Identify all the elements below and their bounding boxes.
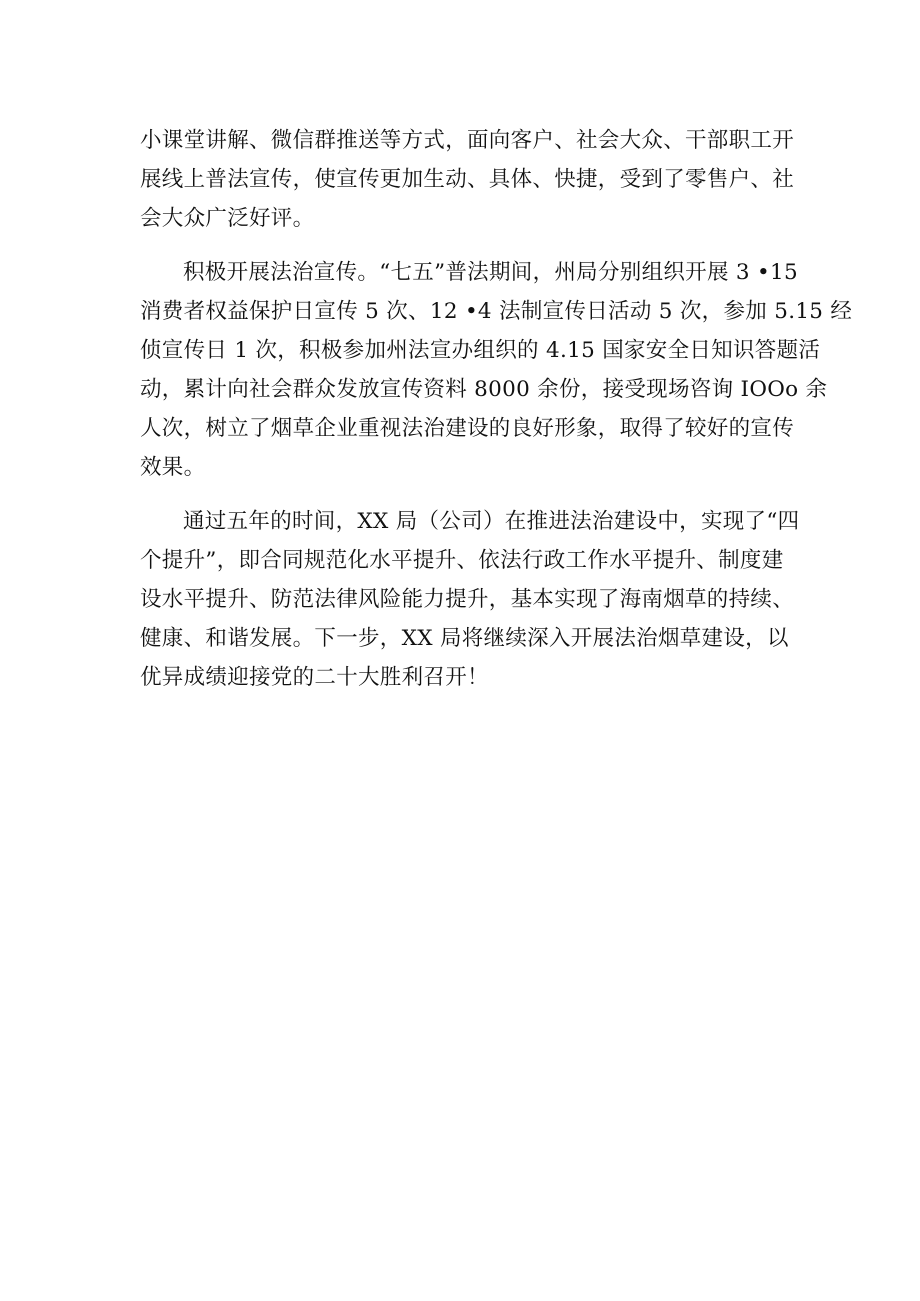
paragraph-line: 设水平提升、防范法律风险能力提升，基本实现了海南烟草的持续、 (140, 587, 795, 612)
paragraph-line: 侦宣传日 1 次，积极参加州法宣办组织的 4.15 国家安全日知识答题活 (140, 338, 821, 363)
paragraph-line: 动，累计向社会群众发放宣传资料 8000 余份，接受现场咨询 IOOo 余 (140, 377, 828, 402)
paragraph-line: 展线上普法宣传，使宣传更加生动、具体、快捷，受到了零售户、社 (140, 167, 795, 192)
paragraph-line: 积极开展法治宣传。“七五”普法期间，州局分别组织开展 3 •15 (183, 260, 798, 285)
paragraph-2 (140, 253, 853, 487)
paragraph-line: 小课堂讲解、微信群推送等方式，面向客户、社会大众、干部职工开 (140, 128, 795, 153)
paragraph-line: 个提升”，即合同规范化水平提升、依法行政工作水平提升、制度建 (140, 548, 784, 573)
paragraph-line: 健康、和谐发展。下一步，XX 局将继续深入开展法治烟草建设，以 (140, 626, 789, 651)
paragraph-line: 人次，树立了烟草企业重视法治建设的良好形象，取得了较好的宣传 (140, 416, 795, 441)
paragraph-line: 优异成绩迎接党的二十大胜利召开！ (140, 665, 489, 690)
paragraph-line: 消费者权益保护日宣传 5 次、12 •4 法制宣传日活动 5 次，参加 5.15 经 (140, 299, 853, 324)
paragraph-line: 会大众广泛好评。 (140, 206, 315, 231)
paragraph-line: 通过五年的时间，XX 局（公司）在推进法治建设中，实现了“四 (183, 509, 800, 534)
paragraph-line: 效果。 (140, 455, 206, 480)
paragraph-3 (140, 502, 800, 697)
paragraph-1 (140, 121, 800, 238)
document-body (140, 121, 853, 697)
